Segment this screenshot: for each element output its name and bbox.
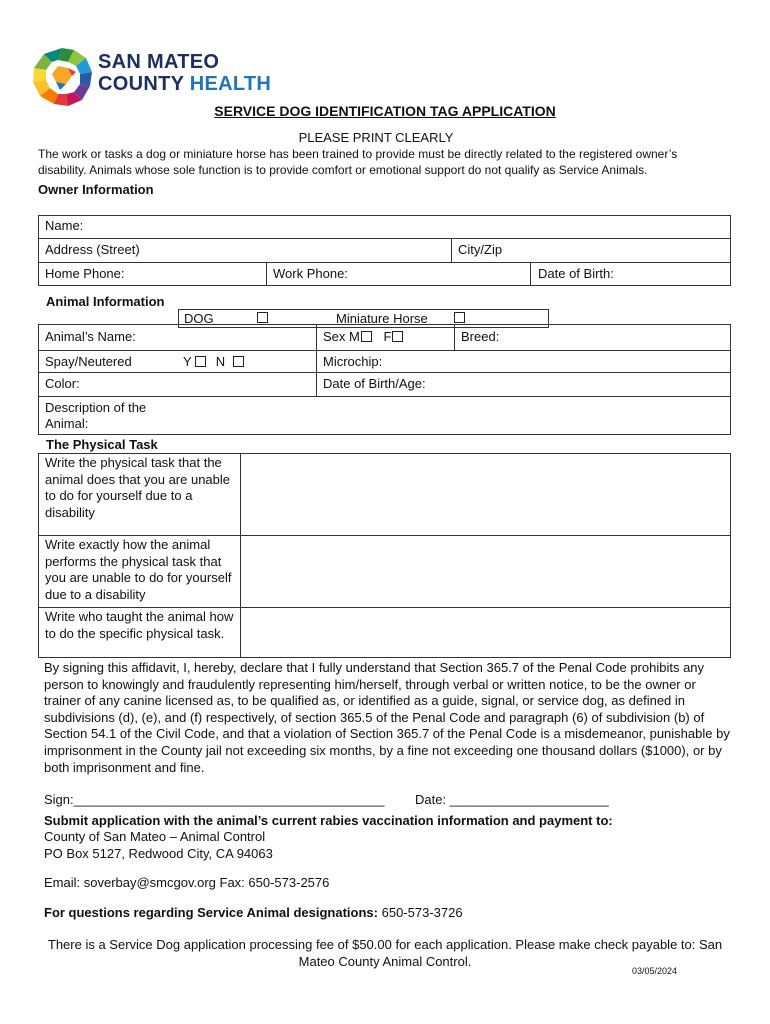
animal-breed-field[interactable]: Breed: bbox=[461, 329, 500, 344]
task-answer-2[interactable] bbox=[241, 536, 730, 606]
spay-no-label: N bbox=[215, 354, 226, 369]
animal-sex-field bbox=[323, 329, 403, 345]
task-answer-1[interactable] bbox=[241, 454, 730, 534]
submit-heading: Submit application with the animal’s current rabies vaccination information and payment to: bbox=[44, 813, 613, 828]
physical-task-heading: The Physical Task bbox=[46, 437, 158, 452]
dog-checkbox[interactable] bbox=[257, 312, 268, 323]
sign-line[interactable]: Sign:___________________________________________ bbox=[44, 792, 385, 807]
owner-work-phone-field[interactable]: Work Phone: bbox=[273, 266, 348, 281]
owner-heading: Owner Information bbox=[38, 182, 154, 197]
owner-city-zip-field[interactable]: City/Zip bbox=[458, 242, 503, 257]
animal-description-field[interactable]: Description of the Animal: bbox=[45, 400, 147, 431]
org-name-county: COUNTY bbox=[98, 73, 184, 95]
animal-name-field[interactable]: Animal’s Name: bbox=[45, 329, 136, 344]
task-question-3: Write who taught the animal how to do the specific physical task. bbox=[45, 609, 234, 641]
animal-color-field[interactable]: Color: bbox=[45, 376, 80, 391]
sex-f-label: F bbox=[383, 329, 392, 344]
owner-name-field[interactable]: Name: bbox=[45, 218, 84, 233]
owner-table bbox=[38, 215, 731, 286]
questions-label: For questions regarding Service Animal designations: bbox=[44, 905, 378, 920]
intro-text: The work or tasks a dog or miniature horse has been trained to provide must be directly related to the registered owner’s disability. Animals whose sole function is to provide comfort or emotional support do not qualify as Service Animals. bbox=[38, 147, 678, 177]
revision-date: 03/05/2024 bbox=[632, 966, 678, 976]
animal-heading: Animal Information bbox=[46, 294, 165, 309]
miniature-horse-checkbox[interactable] bbox=[454, 312, 465, 323]
page-subtitle: PLEASE PRINT CLEARLY bbox=[298, 130, 454, 145]
affidavit-text: By signing this affidavit, I, hereby, declare that I fully understand that Section 365.7 of the Penal Code prohibits any person to knowingly and fraudulently representing him/herself, through verbal or written notice, to be the owner or trainer of any canine licensed as, to be qualified as, or identified as a guide, signal, or service dog, as defined in subdivisions (d), (e), and (f) respectively, of section 365.5 of the Penal Code and paragraph (6) of subdivision (b) of Section 54.1 of the Civil Code, and that a violation of Section 365.7 of the Penal Code is a misdemeanor, punishable by imprisonment in the County jail not exceeding six months, by a fine not exceeding one thousand dollars ($1000), or by both imprisonment and fine. bbox=[44, 660, 730, 775]
spay-yes-checkbox[interactable] bbox=[195, 356, 206, 367]
contact-line: Email: soverbay@smcgov.org Fax: 650-573-2576 bbox=[44, 875, 330, 890]
sex-m-label: Sex M bbox=[323, 329, 360, 344]
sex-f-checkbox[interactable] bbox=[392, 331, 403, 342]
owner-address-field[interactable]: Address (Street) bbox=[45, 242, 140, 257]
questions-phone: 650-573-3726 bbox=[381, 905, 463, 920]
owner-dob-field[interactable]: Date of Birth: bbox=[538, 266, 614, 281]
animal-dob-age-field[interactable]: Date of Birth/Age: bbox=[323, 376, 426, 391]
submit-address-line1: County of San Mateo – Animal Control bbox=[44, 829, 266, 844]
spay-neutered-options bbox=[183, 354, 244, 370]
spay-no-checkbox[interactable] bbox=[233, 356, 244, 367]
owner-home-phone-field[interactable]: Home Phone: bbox=[45, 266, 125, 281]
org-name-health: HEALTH bbox=[189, 73, 272, 95]
spay-yes-label: Y bbox=[183, 354, 192, 369]
fee-notice: There is a Service Dog application processing fee of $50.00 for each application. Please make check payable to: San Mateo County Animal Control. bbox=[47, 937, 723, 969]
animal-type-dog-label: DOG bbox=[184, 311, 214, 326]
microchip-field[interactable]: Microchip: bbox=[323, 354, 383, 369]
date-line[interactable]: Date: ______________________ bbox=[415, 792, 609, 807]
org-name-line2 bbox=[98, 74, 271, 94]
animal-type-horse-label: Miniature Horse bbox=[336, 311, 428, 326]
task-answer-3[interactable] bbox=[241, 608, 730, 657]
task-question-2: Write exactly how the animal performs the physical task that you are unable to do for yourself due to a disability bbox=[45, 537, 232, 602]
sex-m-checkbox[interactable] bbox=[361, 331, 372, 342]
county-logo bbox=[30, 46, 94, 108]
questions-line bbox=[44, 905, 463, 921]
org-name-line1: SAN MATEO bbox=[98, 51, 220, 73]
page-title: SERVICE DOG IDENTIFICATION TAG APPLICATION bbox=[214, 103, 556, 119]
spay-neutered-label: Spay/Neutered bbox=[45, 354, 132, 369]
submit-address-line2: PO Box 5127, Redwood City, CA 94063 bbox=[44, 846, 273, 861]
task-question-1: Write the physical task that the animal does that you are unable to do for yourself due to a disability bbox=[45, 455, 231, 520]
